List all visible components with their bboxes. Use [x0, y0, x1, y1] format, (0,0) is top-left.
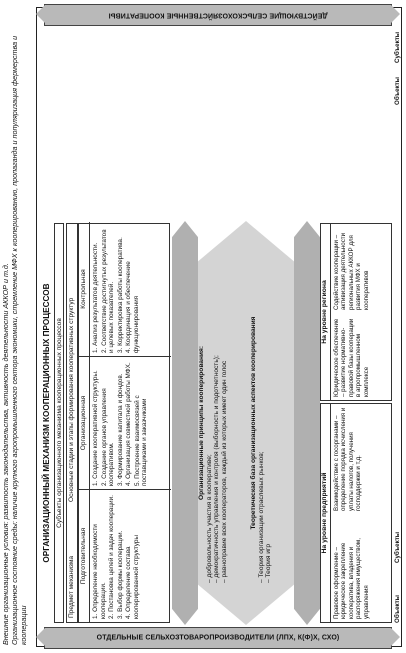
enterprise-level-body [331, 404, 372, 622]
stage-item: 1. Создание кооперативной структуры. [92, 370, 99, 486]
stage-item: 2. Соответствие достигнутых результатов и целевых показателей. [100, 229, 115, 353]
principles-block [198, 263, 246, 583]
left-band-arrow [44, 627, 392, 649]
stage-items [92, 225, 140, 353]
stage-preparatory [79, 489, 171, 622]
band-arrow-head [391, 5, 400, 23]
external-conditions: Внешние организационные условия: развитость законодательства, активность деятельности АККОР и т.д. [1, 263, 10, 645]
lower-double-arrow [294, 221, 320, 625]
enterprise-level [320, 403, 392, 623]
mechanism-subjects: Субъекты организационного механизма кооперационных процессов [54, 223, 64, 623]
regional-level [320, 223, 392, 401]
stages-table [78, 223, 170, 623]
stage-item: 4. Организация совместной работы МФХ. [125, 362, 132, 486]
stage-item: 1. Анализ результатов деятельности. [92, 242, 99, 353]
regional-legal: Юридическое обеспечение – развитие нормативно-правовой базы кооперации в агропромышленном комплексе [333, 318, 370, 397]
stage-item: 3. Формирование капитала и фондов. [116, 373, 124, 486]
objects-label: Объекты [394, 77, 401, 105]
principle-item: – демократичность управления и контроля (выборность и подотчетность); [213, 355, 221, 583]
stage-title: Организационная [79, 357, 90, 489]
theory-item: – Теория игр [265, 544, 273, 583]
band-arrow-head [391, 628, 400, 646]
objects-label: Объекты [394, 595, 401, 623]
stage-item: 3. Выбор формы кооперации. [116, 530, 124, 619]
right-band-arrow [44, 4, 392, 26]
subject-label: Предмет механизма [68, 555, 75, 618]
enterprise-level-title: На уровне предприятий [321, 404, 331, 622]
stage-item: 1. Определение необходимости кооперации. [92, 524, 107, 619]
right-band-label: ДЕЙСТВУЮЩИЕ СЕЛЬСКОХОЗЯЙСТВЕННЫЕ КООПЕРАТИВЫ [108, 11, 328, 19]
enterprise-legal: Правовое оформление – юридическое закрепление кооператива, владения и распоряжения имуществом, управления [333, 538, 370, 619]
principles-title: Организационные принципы кооперирования: [198, 345, 205, 501]
left-band-label: ОТДЕЛЬНЫЕ СЕЛЬХОЗТОВАРОПРОИЗВОДИТЕЛИ (ЛПХ, К(Ф)Х, СХО) [96, 634, 340, 642]
principle-item: – добровольность участия в кооперативе; [205, 454, 213, 583]
stage-item: 2. Постановка целей и задач кооперации. [108, 495, 115, 619]
enterprise-government: Взаимодействие с госорганами – определение порядка исчисления и уплаты налогов, получения господдержки и т.д. [333, 407, 363, 511]
stage-item: 2. Создание органов управления кооперативом. [100, 388, 115, 486]
subjects-label: Субъекты [394, 31, 401, 63]
principle-item: – равноправие всех кооператоров, каждый из которых имеет один голос [220, 360, 228, 583]
stage-item: 3. Корректировка работы кооператива. [116, 237, 124, 353]
stage-title: Подготовительная [79, 490, 90, 622]
regional-support: Содействие кооперации – активизация деятельности региональных АККОР для развития МФХ и кооперативов [333, 232, 370, 310]
mechanism-subject-row [66, 223, 78, 623]
theory-item: – Теория организации отраслевых рынков; [257, 451, 265, 583]
stage-item: 5. Построение взаимосвязей с поставщиками и заказчиками [133, 395, 148, 486]
stage-item: 4. Координация и обеспечение функционирования [125, 261, 140, 353]
regional-level-body [331, 224, 372, 400]
stage-item: 4. Определение состава кооперированной структуры [125, 535, 140, 619]
stage-control [79, 222, 171, 356]
stage-items [92, 360, 149, 486]
mechanism-title: ОРГАНИЗАЦИОННЫЙ МЕХАНИЗМ КООПЕРАЦИОННЫХ ПРОЦЕССОВ [42, 283, 51, 563]
theory-block [250, 263, 294, 583]
theory-title: Теоретическая база организационных аспектов кооперирования [250, 316, 257, 530]
regional-level-title: На уровне региона [321, 224, 331, 400]
stage-title: Контрольная [79, 222, 90, 356]
subjects-label: Субъекты [394, 531, 401, 563]
upper-double-arrow [172, 221, 198, 625]
stage-items [92, 493, 140, 619]
subject-value: Основные стадии и этапы формирования кооперативных структур [68, 297, 75, 502]
environment-conditions: Организационное состояние среды: наличие крупного агропромышленного сектора экономики, стремление МФХ к кооперированию, пропаганда и популяризация фермерства и кооперации [10, 35, 28, 645]
stage-organizational [79, 356, 171, 489]
